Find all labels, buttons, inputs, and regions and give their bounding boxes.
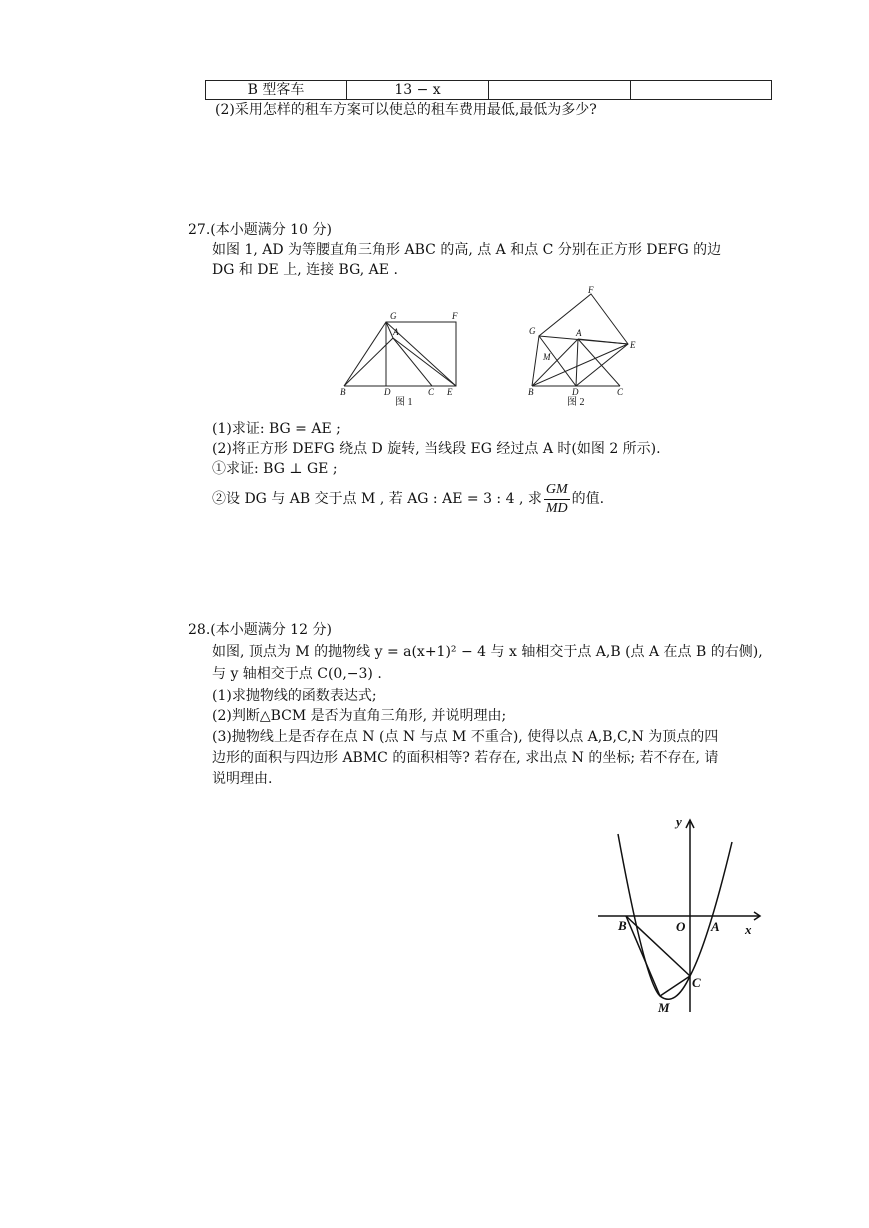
fig2-label-m: M [543, 352, 551, 362]
q28-line2: 与 y 轴相交于点 C(0,−3) . [212, 666, 382, 682]
fig2-caption: 图 2 [567, 397, 585, 408]
graph-label-b: B [618, 918, 627, 933]
graph-label-o: O [676, 919, 686, 934]
rental-table [205, 80, 772, 100]
fraction-gm-md [544, 481, 570, 518]
fig1-label-f: F [452, 311, 458, 321]
table-cell: 13 − x [347, 81, 489, 100]
parabola-graph [590, 812, 770, 1022]
q27-part2: (2)将正方形 DEFG 绕点 D 旋转, 当线段 EG 经过点 A 时(如图 2 所示). [212, 441, 661, 457]
q28-part3-cont: 边形的面积与四边形 ABMC 的面积相等? 若存在, 求出点 N 的坐标; 若不存在, 请 [212, 750, 719, 766]
fraction-denominator: MD [545, 500, 568, 516]
graph-label-a: A [711, 919, 720, 934]
q27-part2-ii-text: ②设 DG 与 AB 交于点 M , 若 AG : AE = 3 : 4 , 求 [212, 491, 542, 507]
q27-part2-i: ①求证: BG ⊥ GE ; [212, 461, 338, 477]
q28-line1: 如图, 顶点为 M 的抛物线 y = a(x+1)² − 4 与 x 轴相交于点 A,B (点 A 在点 B 的右侧), [212, 644, 763, 660]
fig1-caption: 图 1 [395, 397, 413, 408]
figure-1 [335, 308, 465, 408]
graph-label-m: M [658, 1000, 670, 1015]
fig2-label-g: G [529, 326, 536, 336]
figure-2 [522, 284, 647, 408]
table-row [206, 81, 772, 100]
q28-part2: (2)判断△BCM 是否为直角三角形, 并说明理由; [212, 708, 507, 724]
fig2-label-a: A [576, 328, 582, 338]
fig1-label-c: C [428, 387, 435, 397]
graph-label-c: C [692, 975, 701, 990]
fig1-label-b: B [340, 387, 346, 397]
fig1-label-d: D [384, 387, 391, 397]
fig2-label-b: B [528, 387, 534, 397]
fig2-label-e: E [630, 340, 636, 350]
graph-label-y: y [676, 814, 682, 829]
q27-part2-ii-tail: 的值. [571, 491, 605, 507]
table-cell [631, 81, 772, 100]
q28-part3: (3)抛物线上是否存在点 N (点 N 与点 M 不重合), 使得以点 A,B,C,N 为顶点的四 [212, 729, 719, 745]
fig2-label-c: C [617, 387, 624, 397]
table-cell: B 型客车 [206, 81, 347, 100]
fig2-label-d: D [572, 387, 579, 397]
q27-line1: 如图 1, AD 为等腰直角三角形 ABC 的高, 点 A 和点 C 分别在正方形 DEFG 的边 [212, 242, 722, 258]
q27-line2: DG 和 DE 上, 连接 BG, AE . [212, 262, 398, 278]
q27-part2-ii [212, 480, 604, 518]
q28-part3-end: 说明理由. [212, 771, 273, 787]
q28-part1: (1)求抛物线的函数表达式; [212, 688, 377, 704]
fig2-label-f: F [588, 285, 594, 295]
q26-part2: (2)采用怎样的租车方案可以使总的租车费用最低,最低为多少? [215, 102, 597, 118]
table-cell [489, 81, 631, 100]
fig1-label-a: A [393, 327, 399, 337]
q28-heading: 28.(本小题满分 12 分) [188, 622, 332, 638]
fig1-label-e: E [447, 387, 453, 397]
graph-label-x: x [745, 922, 752, 937]
q27-heading: 27.(本小题满分 10 分) [188, 222, 332, 238]
fraction-numerator: GM [544, 481, 570, 500]
q27-part1: (1)求证: BG = AE ; [212, 421, 341, 437]
fig1-label-g: G [390, 311, 397, 321]
